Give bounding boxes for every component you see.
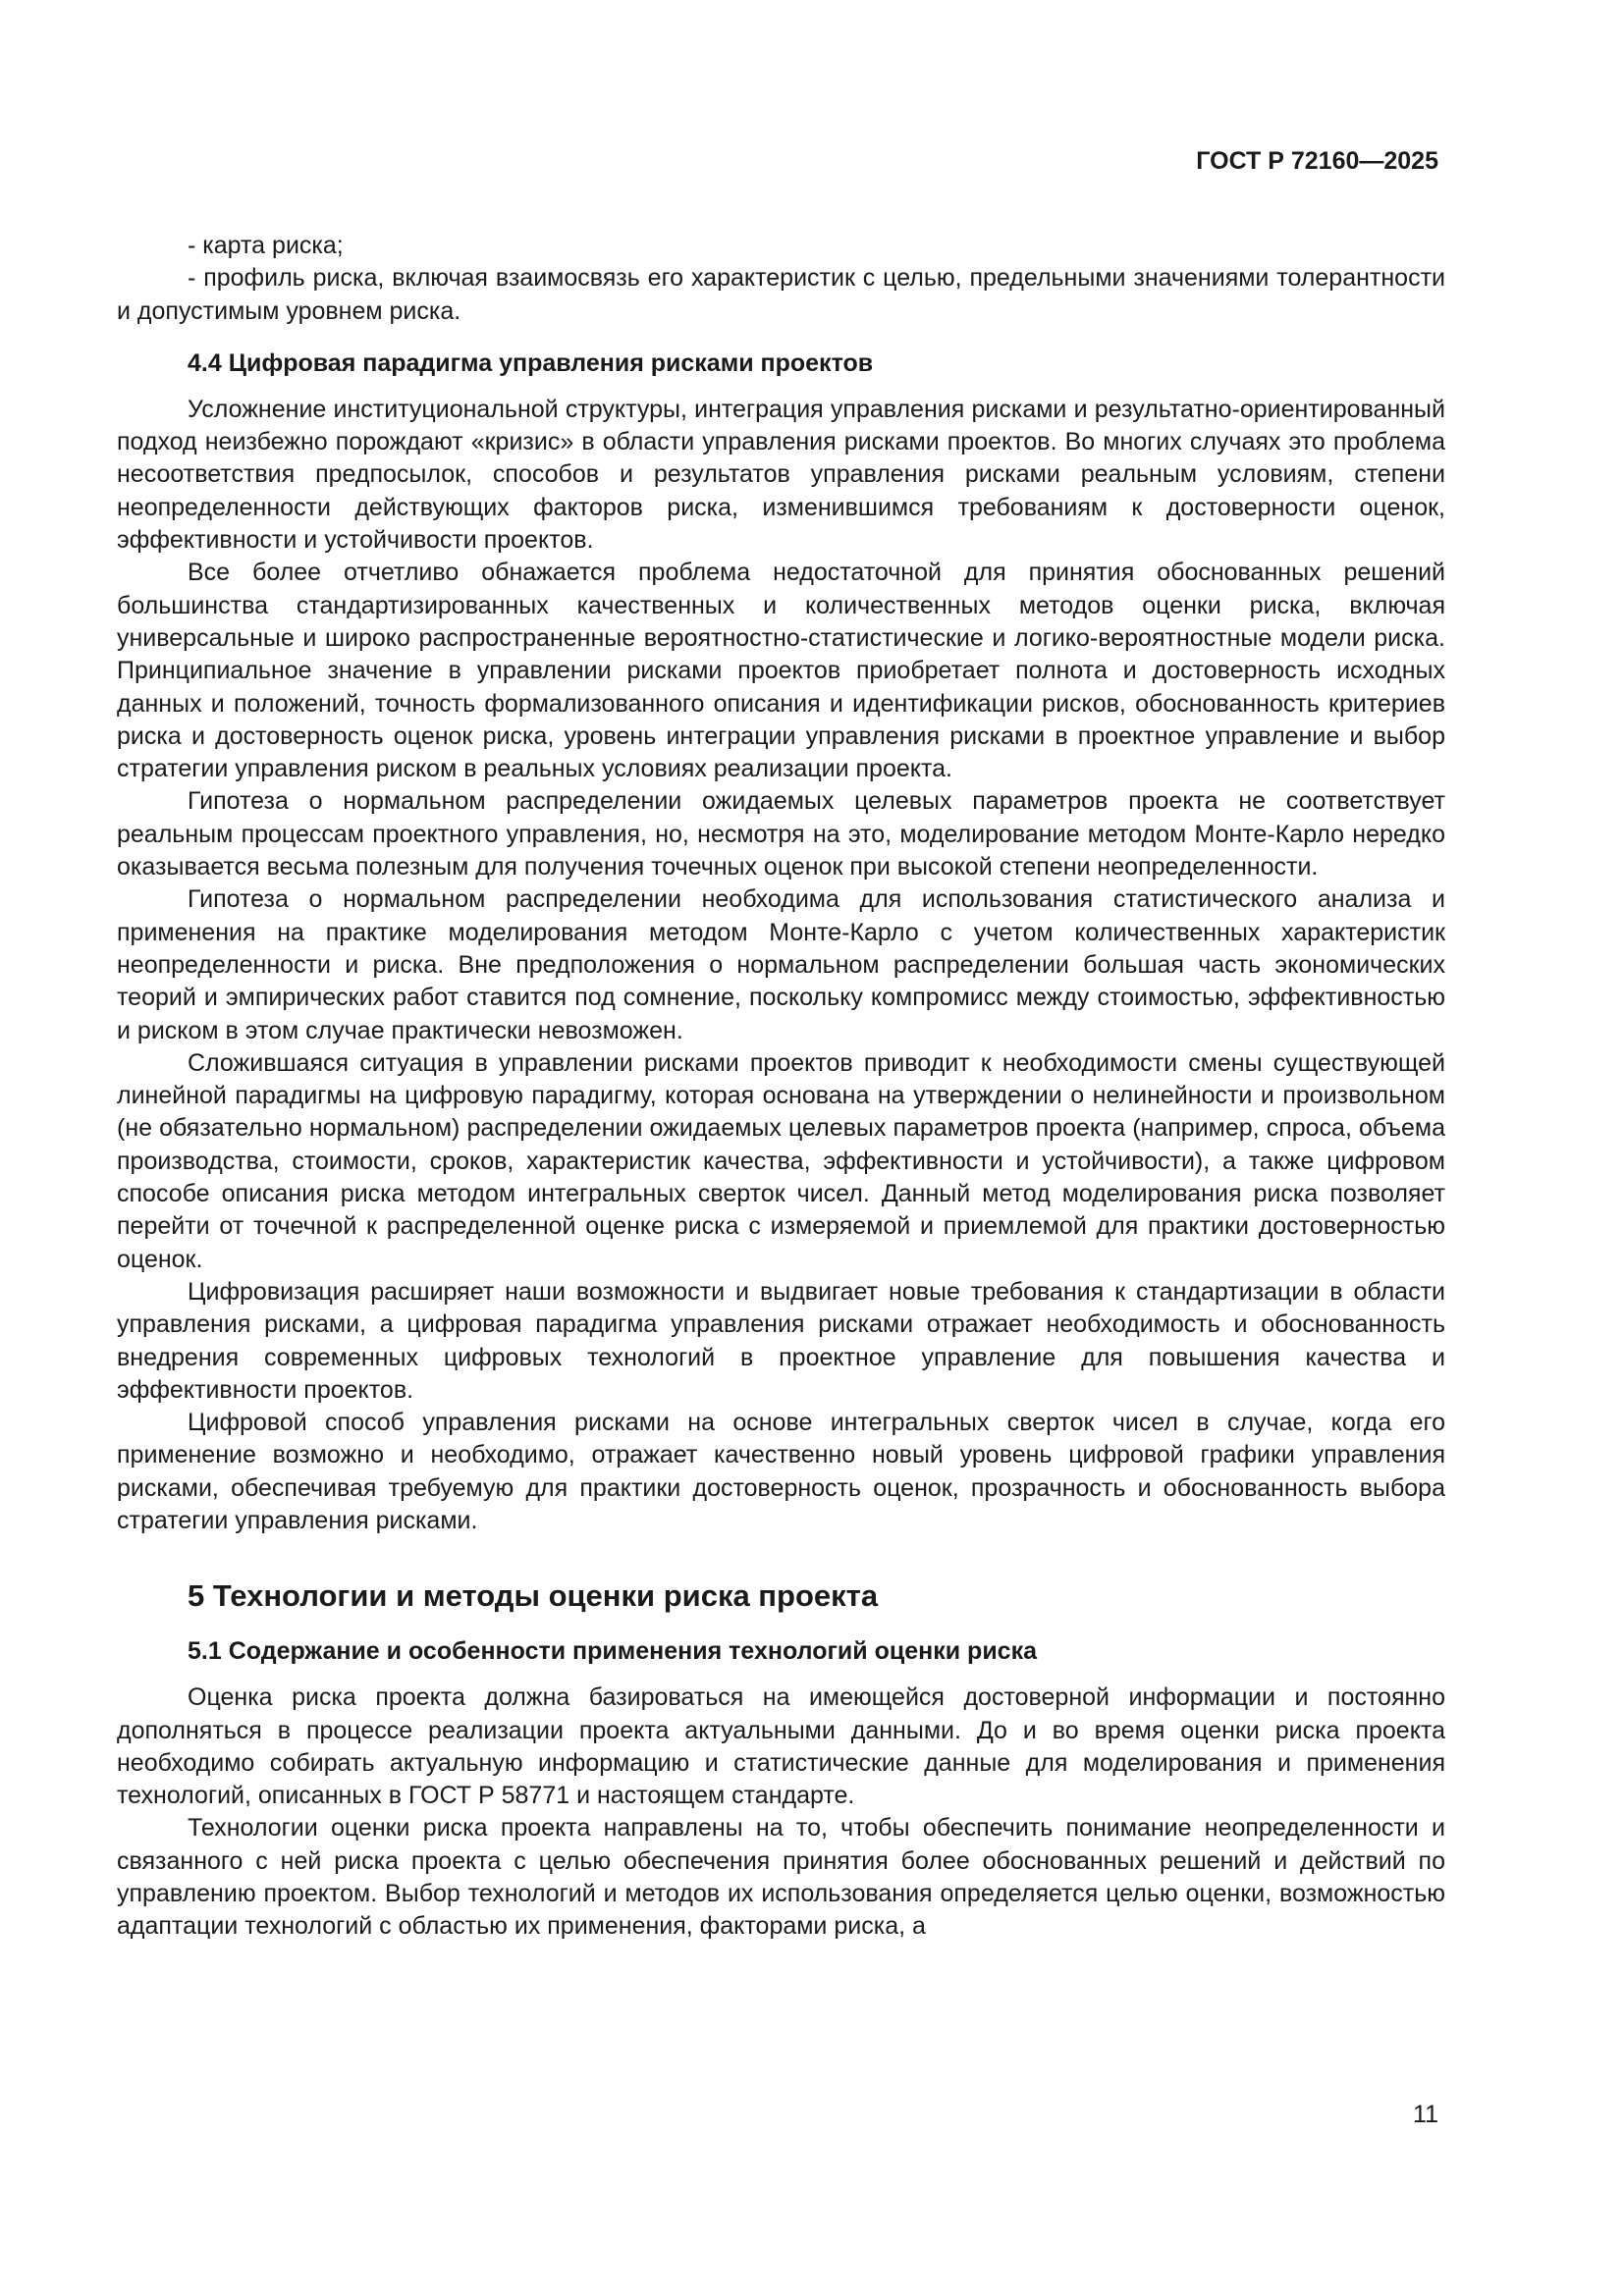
paragraph: Все более отчетливо обнажается проблема недостаточной для принятия обоснованных решений большинства стандартизированных качественных и количественных методов оценки риска, включая универсальные и широко распространенные вероятностно-статистические и логико-вероятностные модели риска. Принципиальное значение в управлении рисками проектов приобретает полнота и достоверность исходных данных и положений, точность формализованного описания и идентификации рисков, обоснованность критериев риска и достоверность оценок риска, уровень интеграции управления рисками в проектное управление и выбор стратегии управления риском в реальных условиях реализации проекта.	[117, 559, 1445, 783]
page-content	[117, 230, 1445, 1944]
bullet-list	[117, 230, 1445, 328]
paragraph: Гипотеза о нормальном распределении необходима для использования статистического анализа и применения на практике моделирования методом Монте-Карло с учетом количественных характеристик неопределенности и риска. Вне предположения о нормальном распределении большая часть экономических теорий и эмпирических работ ставится под сомнение, поскольку компромисс между стоимостью, эффективностью и риском в этом случае практически невозможен.	[117, 885, 1445, 1044]
paragraph: Сложившаяся ситуация в управлении рисками проектов приводит к необходимости смены существующей линейной парадигмы на цифровую парадигму, которая основана на утверждении о нелинейности и произвольном (не обязательно нормальном) распределении ожидаемых целевых параметров проекта (например, спроса, объема производства, стоимости, сроков, характеристик качества, эффективности и устойчивости), а также цифровом способе описания риска методом интегральных сверток чисел. Данный метод моделирования риска позволяет перейти от точечной к распределенной оценке риска с измеряемой и приемлемой для практики достоверностью оценок.	[117, 1048, 1445, 1273]
paragraph: Цифровизация расширяет наши возможности и выдвигает новые требования к стандартизации в области управления рисками, а цифровая парадигма управления рисками отражает необходимость и обоснованность внедрения современных цифровых технологий в проектное управление для повышения качества и эффективности проектов.	[117, 1277, 1445, 1404]
paragraph: Цифровой способ управления рисками на основе интегральных сверток чисел в случае, когда его применение возможно и необходимо, отражает качественно новый уровень цифровой графики управления рисками, обеспечивая требуемую для практики достоверность оценок, прозрачность и обоснованность выбора стратегии управления рисками.	[117, 1409, 1445, 1534]
list-item: - профиль риска, включая взаимосвязь его характеристик с целью, предельными значениями толерантности и допустимым уровнем риска.	[117, 264, 1445, 325]
subsection-title-4-4: 4.4 Цифровая парадигма управления рисками проектов	[188, 348, 874, 377]
paragraph: Оценка риска проекта должна базироваться на имеющейся достоверной информации и постоянно дополняться в процессе реализации проекта актуальными данными. До и во время оценки риска проекта необходимо собирать актуальную информацию и статистические данные для моделирования и применения технологий, описанных в ГОСТ Р 58771 и настоящем стандарте.	[117, 1683, 1445, 1810]
paragraph: Технологии оценки риска проекта направлены на то, чтобы обеспечить понимание неопределенности и связанного с ней риска проекта с целью обеспечения принятия более обоснованных решений и действий по управлению проектом. Выбор технологий и методов их использования определяется целью оценки, возможностью адаптации технологий с областью их применения, факторами риска, а	[117, 1814, 1445, 1941]
document-code-header: ГОСТ Р 72160—2025	[1196, 147, 1438, 175]
list-item: - карта риска;	[188, 232, 344, 259]
paragraph: Гипотеза о нормальном распределении ожидаемых целевых параметров проекта не соответствует реальным процессам проектного управления, но, несмотря на это, моделирование методом Монте-Карло нередко оказывается весьма полезным для получения точечных оценок при высокой степени неопределенности.	[117, 787, 1445, 881]
section-title-5: 5 Технологии и методы оценки риска проекта	[188, 1578, 879, 1614]
paragraph: Усложнение институциональной структуры, интеграция управления рисками и результатно-ориентированный подход неизбежно порождают «кризис» в области управления рисками проектов. Во многих случаях это проблема несоответствия предпосылок, способов и результатов управления рисками реальным условиям, степени неопределенности действующих факторов риска, изменившимся требованиям к достоверности оценок, эффективности и устойчивости проектов.	[117, 395, 1445, 555]
subsection-title-5-1: 5.1 Содержание и особенности применения технологий оценки риска	[188, 1637, 1038, 1666]
page-number: 11	[1413, 2101, 1438, 2128]
